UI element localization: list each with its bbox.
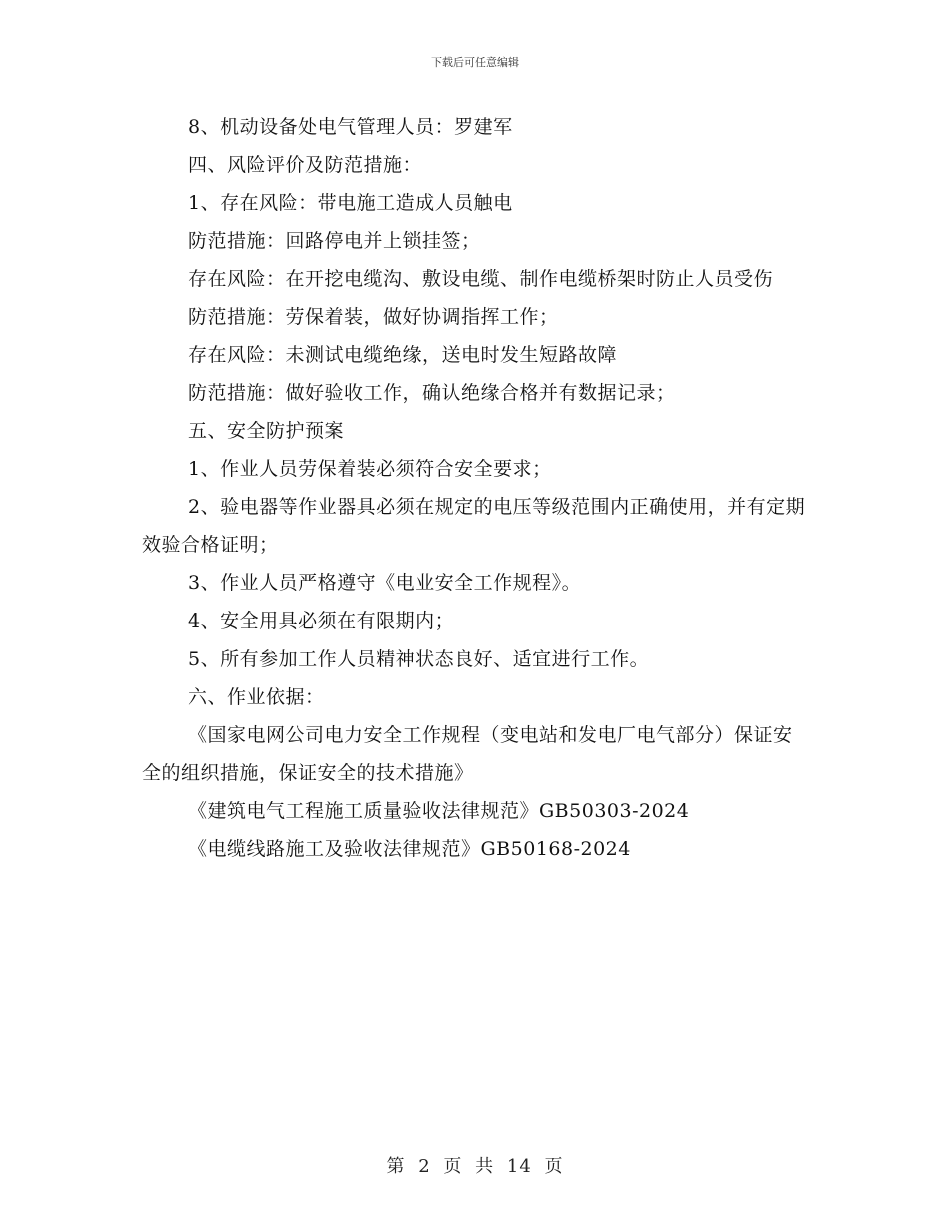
paragraph-plan-2: 2、验电器等作业器具必须在规定的电压等级范围内正确使用，并有定期效验合格证明；: [142, 496, 806, 556]
paragraph-plan-1: 1、作业人员劳保着装必须符合安全要求；: [188, 458, 552, 480]
document-body: [142, 108, 810, 868]
header-note: 下载后可任意编辑: [431, 56, 519, 69]
footer-total-word: 共: [475, 1156, 495, 1177]
paragraph-measure-2: 防范措施：劳保着装，做好协调指挥工作；: [188, 306, 559, 328]
footer-prefix: 第: [386, 1156, 406, 1177]
paragraph-risk-2: 存在风险：在开挖电缆沟、敷设电缆、制作电缆桥架时防止人员受伤: [188, 268, 774, 290]
paragraph-basis-3: 《电缆线路施工及验收法律规范》GB50168-2024: [188, 838, 631, 860]
section-heading-5: 五、安全防护预案: [188, 420, 345, 442]
section-heading-6: 六、作业依据：: [188, 686, 325, 708]
footer-current-page: 2: [418, 1156, 431, 1177]
paragraph-plan-3: 3、作业人员严格遵守《电业安全工作规程》。: [188, 572, 582, 594]
paragraph-plan-4: 4、安全用具必须在有限期内；: [188, 610, 455, 632]
page-number-footer: [0, 1152, 950, 1178]
paragraph-measure-3: 防范措施：做好验收工作，确认绝缘合格并有数据记录；: [188, 382, 676, 404]
footer-suffix: 页: [544, 1156, 564, 1177]
paragraph-measure-1: 防范措施：回路停电并上锁挂签；: [188, 230, 481, 252]
footer-page-word: 页: [443, 1156, 463, 1177]
footer-total-pages: 14: [506, 1156, 532, 1177]
paragraph-risk-3: 存在风险：未测试电缆绝缘，送电时发生短路故障: [188, 344, 618, 366]
section-heading-4: 四、风险评价及防范措施：: [188, 154, 423, 176]
paragraph-plan-5: 5、所有参加工作人员精神状态良好、适宜进行工作。: [188, 648, 650, 670]
paragraph-basis-2: 《建筑电气工程施工质量验收法律规范》GB50303-2024: [188, 800, 690, 822]
paragraph-basis-1: 《国家电网公司电力安全工作规程（变电站和发电厂电气部分）保证安全的组织措施，保证安全的技术措施》: [142, 724, 793, 784]
paragraph-1: 8、机动设备处电气管理人员：罗建军: [188, 116, 513, 138]
paragraph-risk-1: 1、存在风险：带电施工造成人员触电: [188, 192, 513, 214]
